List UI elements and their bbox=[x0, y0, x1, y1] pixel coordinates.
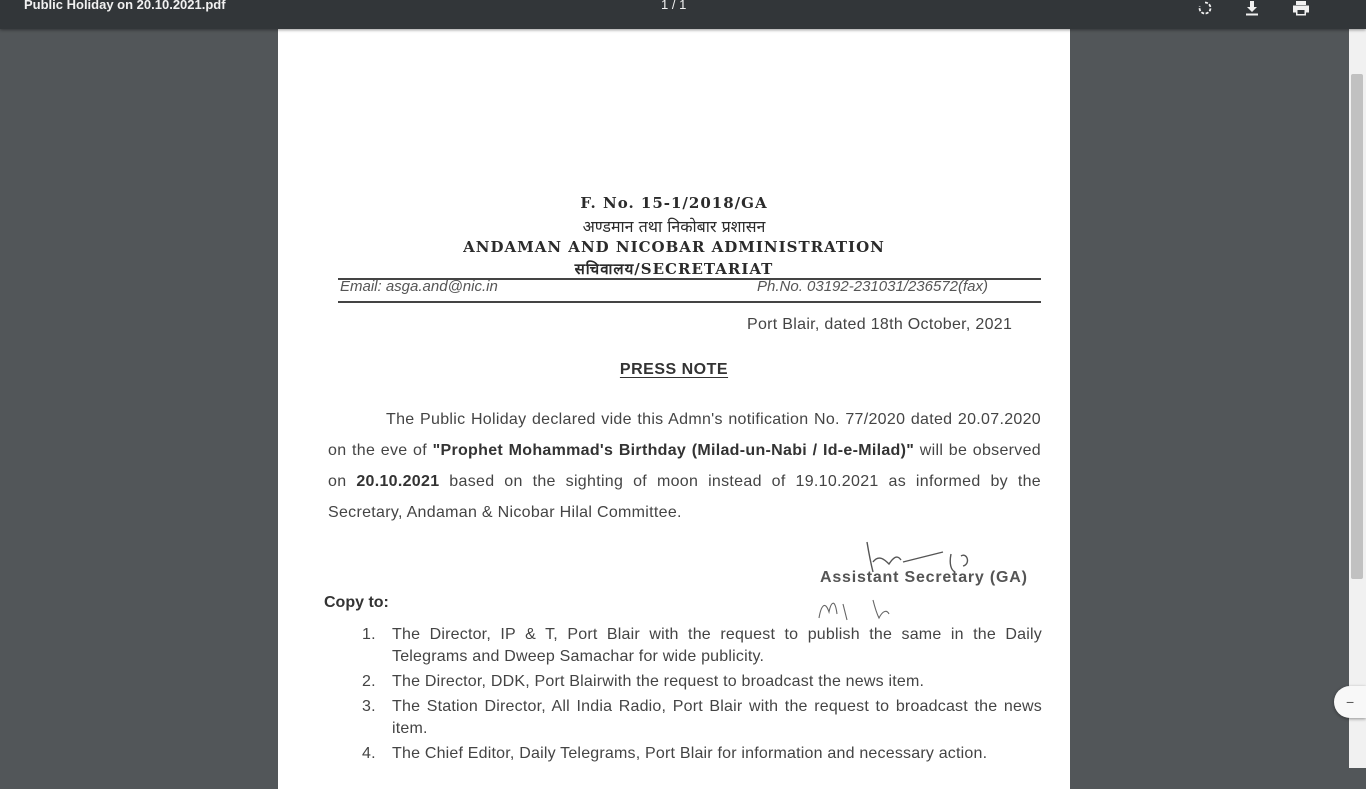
rotate-icon[interactable] bbox=[1193, 0, 1217, 18]
print-icon[interactable] bbox=[1289, 0, 1313, 18]
list-item bbox=[362, 624, 1042, 668]
body-text-2: will be observed on bbox=[328, 442, 1042, 490]
item-number: 3. bbox=[362, 698, 376, 715]
pdf-toolbar bbox=[0, 0, 1366, 29]
phone-line: Ph.No. 03192-231031/236572(fax) bbox=[757, 278, 989, 295]
copy-to-label: Copy to: bbox=[324, 594, 389, 611]
item-text: The Director, DDK, Port Blairwith the request to broadcast the news item. bbox=[392, 673, 925, 690]
document-title: Public Holiday on 20.10.2021.pdf bbox=[24, 0, 226, 12]
hindi-admin-name: अण्डमान तथा निकोबार प्रशासन bbox=[582, 217, 766, 236]
list-item bbox=[362, 671, 1042, 693]
list-item bbox=[362, 696, 1042, 740]
secretariat-label: सचिवालय/SECRETARIAT bbox=[574, 260, 774, 278]
download-icon[interactable] bbox=[1240, 0, 1264, 18]
body-paragraph bbox=[328, 404, 1041, 528]
holiday-date: 20.10.2021 bbox=[356, 473, 440, 490]
pdf-page bbox=[278, 29, 1070, 789]
document-content bbox=[278, 29, 1070, 789]
item-text: The Chief Editor, Daily Telegrams, Port Blair for information and necessary action. bbox=[392, 745, 988, 762]
press-note-heading bbox=[278, 361, 1070, 379]
item-number: 1. bbox=[362, 626, 376, 643]
scrollbar-thumb[interactable] bbox=[1351, 74, 1363, 579]
initials-mark bbox=[813, 592, 923, 624]
header-rule-bottom bbox=[338, 301, 1041, 303]
email-line: Email: asga.and@nic.in bbox=[340, 278, 498, 295]
item-number: 2. bbox=[362, 673, 376, 690]
minus-icon: − bbox=[1346, 694, 1355, 710]
item-text: The Director, IP & T, Port Blair with the request to publish the same in the Daily Telegrams and Dweep Samachar for wide publicity. bbox=[392, 626, 1042, 665]
body-text-1: The Public Holiday declared vide this Admn's notification No. 77/2020 dated 20.07.2020 on the eve of bbox=[328, 411, 1041, 459]
item-number: 4. bbox=[362, 745, 376, 762]
file-number: F. No. 15-1/2018/GA bbox=[580, 194, 768, 212]
admin-name: ANDAMAN AND NICOBAR ADMINISTRATION bbox=[463, 238, 885, 256]
signatory-title: Assistant Secretary (GA) bbox=[820, 569, 1028, 586]
item-text: The Station Director, All India Radio, Port Blair with the request to broadcast the news item. bbox=[392, 698, 1042, 737]
body-text-3: based on the sighting of moon instead of 19.10.2021 as informed by the Secretary, Andaman & Nicobar Hilal Committee. bbox=[328, 473, 1041, 521]
list-item bbox=[362, 743, 1042, 765]
date-line: Port Blair, dated 18th October, 2021 bbox=[747, 316, 1013, 333]
page-indicator[interactable]: 1 / 1 bbox=[661, 0, 687, 12]
vertical-scrollbar[interactable] bbox=[1349, 29, 1366, 768]
occasion-text: "Prophet Mohammad's Birthday (Milad-un-Nabi / Id-e-Milad)" bbox=[432, 442, 915, 459]
press-note-text: PRESS NOTE bbox=[619, 361, 729, 378]
recipients-list bbox=[362, 624, 1042, 768]
zoom-fab-button[interactable] bbox=[1334, 686, 1366, 718]
